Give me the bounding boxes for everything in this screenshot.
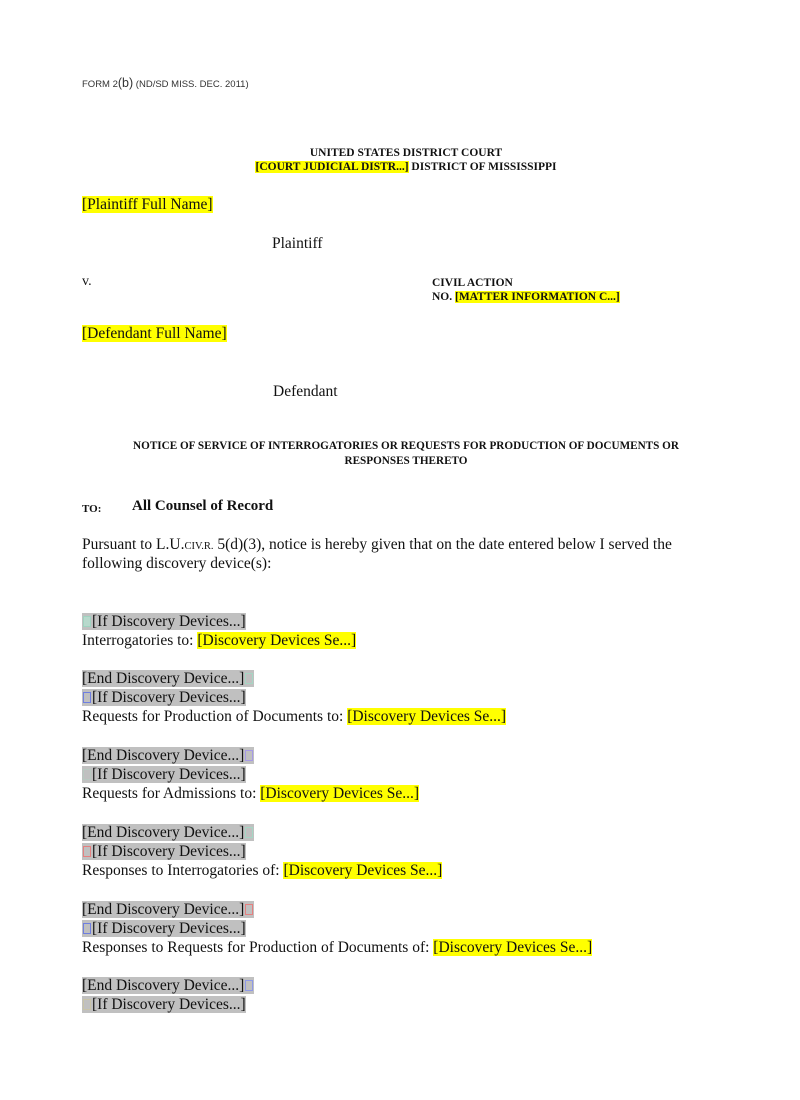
field-marker-icon	[83, 846, 91, 857]
end-discovery-device-field[interactable]: [End Discovery Device...]	[82, 670, 254, 688]
plaintiff-name-field[interactable]: [Plaintiff Full Name]	[82, 196, 213, 213]
matter-information-field[interactable]: [MATTER INFORMATION C...]	[455, 291, 620, 303]
discovery-devices-field[interactable]: [Discovery Devices Se...]	[433, 939, 593, 956]
field-marker-icon	[245, 827, 253, 838]
if-discovery-devices-field[interactable]: [If Discovery Devices...]	[82, 920, 246, 938]
if-discovery-devices-field[interactable]: [If Discovery Devices...]	[82, 996, 246, 1014]
field-marker-icon	[83, 616, 91, 627]
if-discovery-devices-field[interactable]: [If Discovery Devices...]	[82, 843, 246, 861]
if-discovery-devices-field[interactable]: [If Discovery Devices...]	[82, 613, 246, 631]
end-discovery-device-field[interactable]: [End Discovery Device...]	[82, 901, 254, 919]
device-line-production-requests: Requests for Production of Documents to: [Discovery Devices Se...]	[82, 708, 507, 725]
intro-paragraph-line1: Pursuant to L.U.CIV.R. 5(d)(3), notice is hereby given that on the date entered below I served the	[82, 536, 672, 553]
form-identifier: FORM 2(b) (ND/SD MISS. DEC. 2011)	[82, 76, 249, 90]
device-line-interrogatory-responses: Responses to Interrogatories of: [Discovery Devices Se...]	[82, 862, 443, 879]
case-number-line: NO. [MATTER INFORMATION C...]	[432, 291, 620, 303]
court-name: UNITED STATES DISTRICT COURT	[309, 147, 503, 159]
device-line-admissions: Requests for Admissions to: [Discovery Devices Se...]	[82, 785, 420, 802]
device-line-interrogatories: Interrogatories to: [Discovery Devices Se...]	[82, 632, 357, 649]
defendant-label: Defendant	[273, 383, 338, 400]
discovery-devices-field[interactable]: [Discovery Devices Se...]	[197, 632, 357, 649]
court-district-field[interactable]: [COURT JUDICIAL DISTR...]	[255, 161, 409, 173]
intro-paragraph-line2: following discovery device(s):	[82, 555, 272, 572]
defendant-name-field[interactable]: [Defendant Full Name]	[82, 325, 227, 342]
discovery-devices-field[interactable]: [Discovery Devices Se...]	[260, 785, 420, 802]
plaintiff-label: Plaintiff	[272, 235, 323, 252]
field-marker-icon	[245, 904, 253, 915]
if-discovery-devices-field[interactable]: [If Discovery Devices...]	[82, 689, 246, 707]
end-discovery-device-field[interactable]: [End Discovery Device...]	[82, 824, 254, 842]
field-marker-icon	[83, 999, 91, 1010]
to-recipients: All Counsel of Record	[132, 498, 274, 514]
versus-label: v.	[82, 274, 92, 289]
document-title-line2: RESPONSES THERETO	[344, 455, 468, 467]
discovery-devices-field[interactable]: [Discovery Devices Se...]	[347, 708, 507, 725]
field-marker-icon	[245, 980, 253, 991]
device-line-production-responses: Responses to Requests for Production of Documents of: [Discovery Devices Se...]	[82, 939, 593, 956]
to-label: TO:	[82, 503, 102, 515]
field-marker-icon	[245, 750, 253, 761]
field-marker-icon	[83, 769, 91, 780]
field-marker-icon	[83, 692, 91, 703]
document-title-line1: NOTICE OF SERVICE OF INTERROGATORIES OR REQUESTS FOR PRODUCTION OF DOCUMENTS OR	[133, 440, 679, 452]
end-discovery-device-field[interactable]: [End Discovery Device...]	[82, 977, 254, 995]
field-marker-icon	[83, 923, 91, 934]
civil-action-label: CIVIL ACTION	[432, 277, 513, 289]
field-marker-icon	[245, 673, 253, 684]
if-discovery-devices-field[interactable]: [If Discovery Devices...]	[82, 766, 246, 784]
court-district-line: [COURT JUDICIAL DISTR...] DISTRICT OF MISSISSIPPI	[255, 161, 557, 173]
discovery-devices-field[interactable]: [Discovery Devices Se...]	[283, 862, 443, 879]
end-discovery-device-field[interactable]: [End Discovery Device...]	[82, 747, 254, 765]
